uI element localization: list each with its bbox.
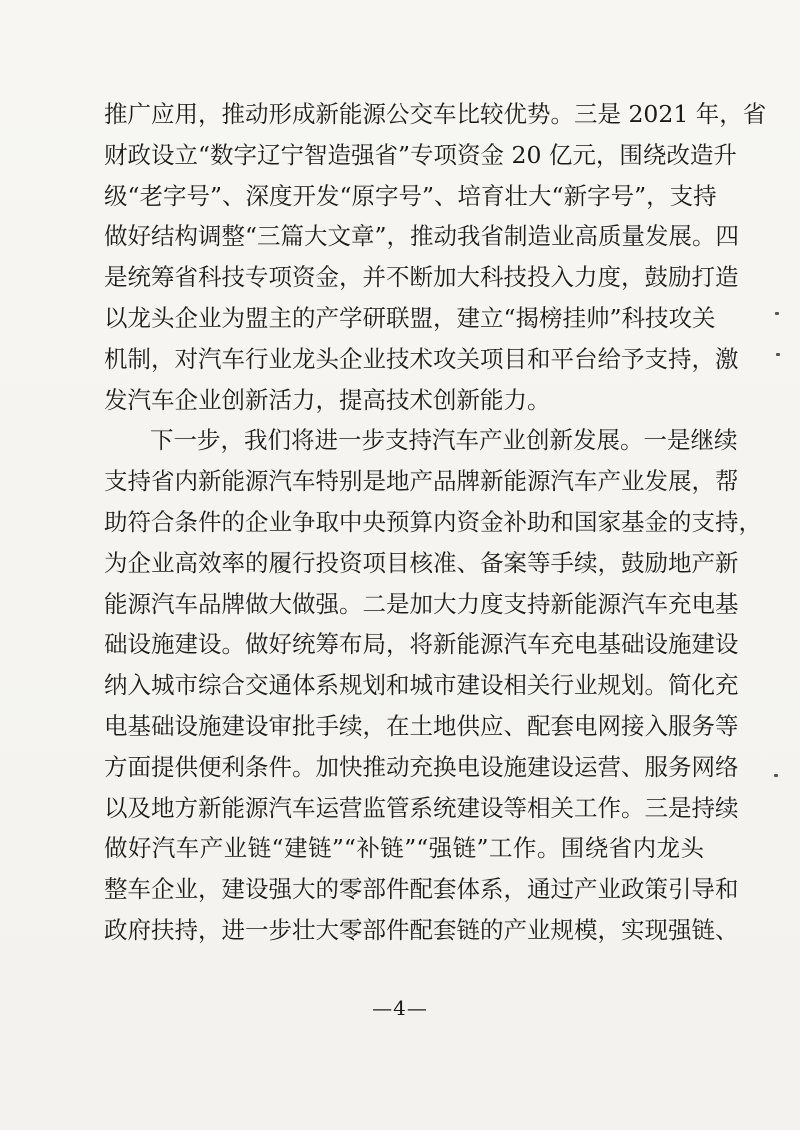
text-line: 助符合条件的企业争取中央预算内资金补助和国家基金的支持， [104,507,762,536]
paragraph-first-line: 下一步，我们将进一步支持汽车产业创新发展。一是继续 [150,426,738,455]
text-line: 政府扶持，进一步壮大零部件配套链的产业规模，实现强链、 [104,915,739,944]
text-line: 础设施建设。做好统筹布局，将新能源汽车充电基础设施建设 [104,630,739,659]
text-line: 机制，对汽车行业龙头企业技术攻关项目和平台给予支持，激 [104,344,739,373]
text-line: 以及地方新能源汽车运营监管系统建设等相关工作。三是持续 [104,793,739,822]
body-text [104,94,767,951]
scan-mark [775,312,779,315]
page-number: —4— [372,996,428,1020]
scan-mark [776,353,780,356]
text-line: 电基础设施建设审批手续，在土地供应、配套电网接入服务等 [104,711,739,740]
text-line: 财政设立“数字辽宁智造强省”专项资金 20 亿元，围绕改造升 [104,140,737,169]
text-line: 做好汽车产业链“建链”“补链”“强链”工作。围绕省内龙头 [104,834,704,863]
text-line: 是统筹省科技专项资金，并不断加大科技投入力度，鼓励打造 [104,263,739,292]
text-line: 做好结构调整“三篇大文章”，推动我省制造业高质量发展。四 [104,222,740,251]
text-line: 级“老字号”、深度开发“原字号”、培育壮大“新字号”，支持 [104,181,717,210]
scan-mark [774,774,778,777]
text-line: 能源汽车品牌做大做强。二是加大力度支持新能源汽车充电基 [104,589,739,618]
text-line: 纳入城市综合交通体系规划和城市建设相关行业规划。简化充 [104,671,739,700]
text-line: 发汽车企业创新活力，提高技术创新能力。 [104,385,551,414]
text-line: 推广应用，推动形成新能源公交车比较优势。三是 2021 年，省 [104,100,767,128]
text-line: 整车企业，建设强大的零部件配套体系，通过产业政策引导和 [104,875,739,904]
text-line: 方面提供便利条件。加快推动充换电设施建设运营、服务网络 [104,752,739,781]
text-line: 以龙头企业为盟主的产学研联盟，建立“揭榜挂帅”科技攻关 [104,303,716,332]
text-line: 为企业高效率的履行投资项目核准、备案等手续，鼓励地产新 [104,548,739,577]
text-line: 支持省内新能源汽车特别是地产品牌新能源汽车产业发展，帮 [104,467,739,496]
